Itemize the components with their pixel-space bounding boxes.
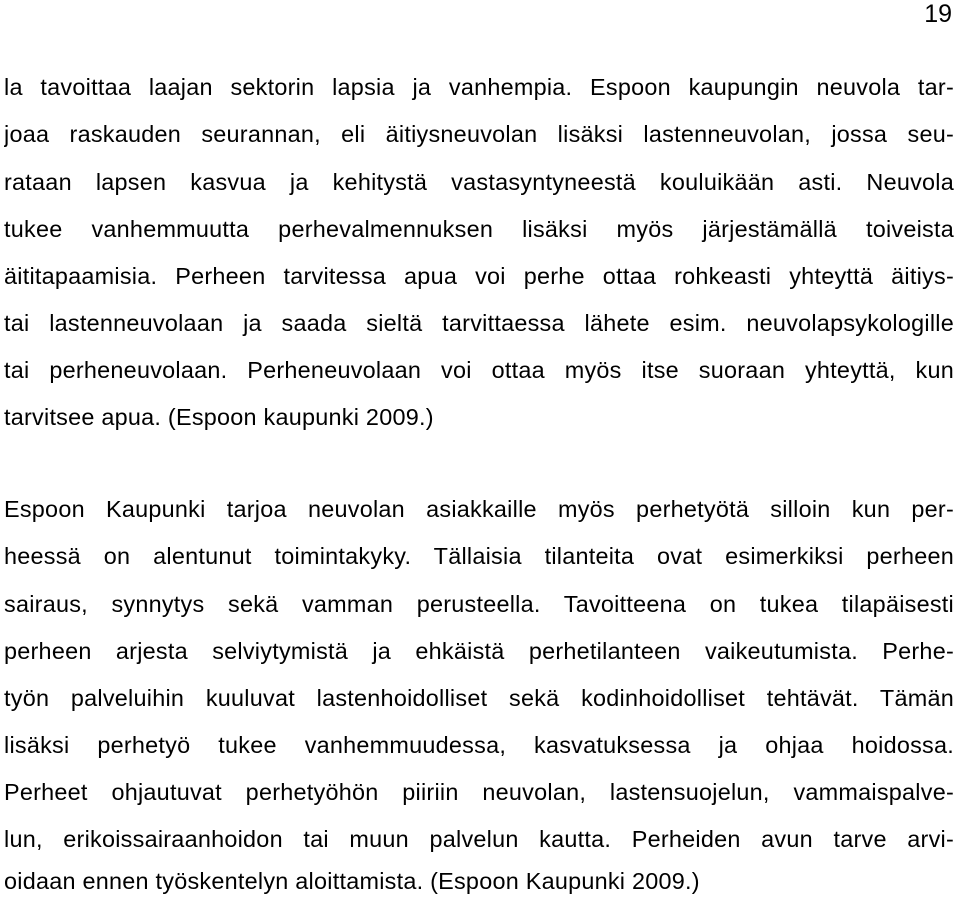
text-line: lisäksi perhetyö tukee vanhemmuudessa, kasvatuksessa ja ohjaa hoidossa. bbox=[4, 732, 954, 758]
text-line: Espoon Kaupunki tarjoa neuvolan asiakkaille myös perhetyötä silloin kun per- bbox=[4, 496, 954, 522]
text-line: tukee vanhemmuutta perhevalmennuksen lisäksi myös järjestämällä toiveista bbox=[4, 216, 954, 242]
text-line: rataan lapsen kasvua ja kehitystä vastasyntyneestä kouluikään asti. Neuvola bbox=[4, 169, 954, 195]
text-line: lun, erikoissairaanhoidon tai muun palvelun kautta. Perheiden avun tarve arvi- bbox=[4, 826, 954, 852]
text-line: tai lastenneuvolaan ja saada sieltä tarvittaessa lähete esim. neuvolapsykologille bbox=[4, 310, 954, 336]
text-line-last: oidaan ennen työskentelyn aloittamista. (Espoon Kaupunki 2009.) bbox=[4, 868, 700, 894]
text-line: joaa raskauden seurannan, eli äitiysneuvolan lisäksi lastenneuvolan, jossa seu- bbox=[4, 121, 954, 147]
text-line: äititapaamisia. Perheen tarvitessa apua voi perhe ottaa rohkeasti yhteyttä äitiys- bbox=[4, 263, 954, 289]
text-line: heessä on alentunut toimintakyky. Tällaisia tilanteita ovat esimerkiksi perheen bbox=[4, 543, 954, 569]
text-line: tai perheneuvolaan. Perheneuvolaan voi ottaa myös itse suoraan yhteyttä, kun bbox=[4, 357, 954, 383]
text-line-last: tarvitsee apua. (Espoon kaupunki 2009.) bbox=[4, 404, 434, 430]
text-line: Perheet ohjautuvat perhetyöhön piiriin neuvolan, lastensuojelun, vammaispalve- bbox=[4, 779, 954, 805]
text-line: perheen arjesta selviytymistä ja ehkäistä perhetilanteen vaikeutumista. Perhe- bbox=[4, 638, 954, 664]
text-line: la tavoittaa laajan sektorin lapsia ja vanhempia. Espoon kaupungin neuvola tar- bbox=[4, 74, 954, 100]
text-line: työn palveluihin kuuluvat lastenhoidolliset sekä kodinhoidolliset tehtävät. Tämän bbox=[4, 685, 954, 711]
page-number: 19 bbox=[924, 0, 952, 28]
text-line: sairaus, synnytys sekä vamman perusteella. Tavoitteena on tukea tilapäisesti bbox=[4, 591, 954, 617]
